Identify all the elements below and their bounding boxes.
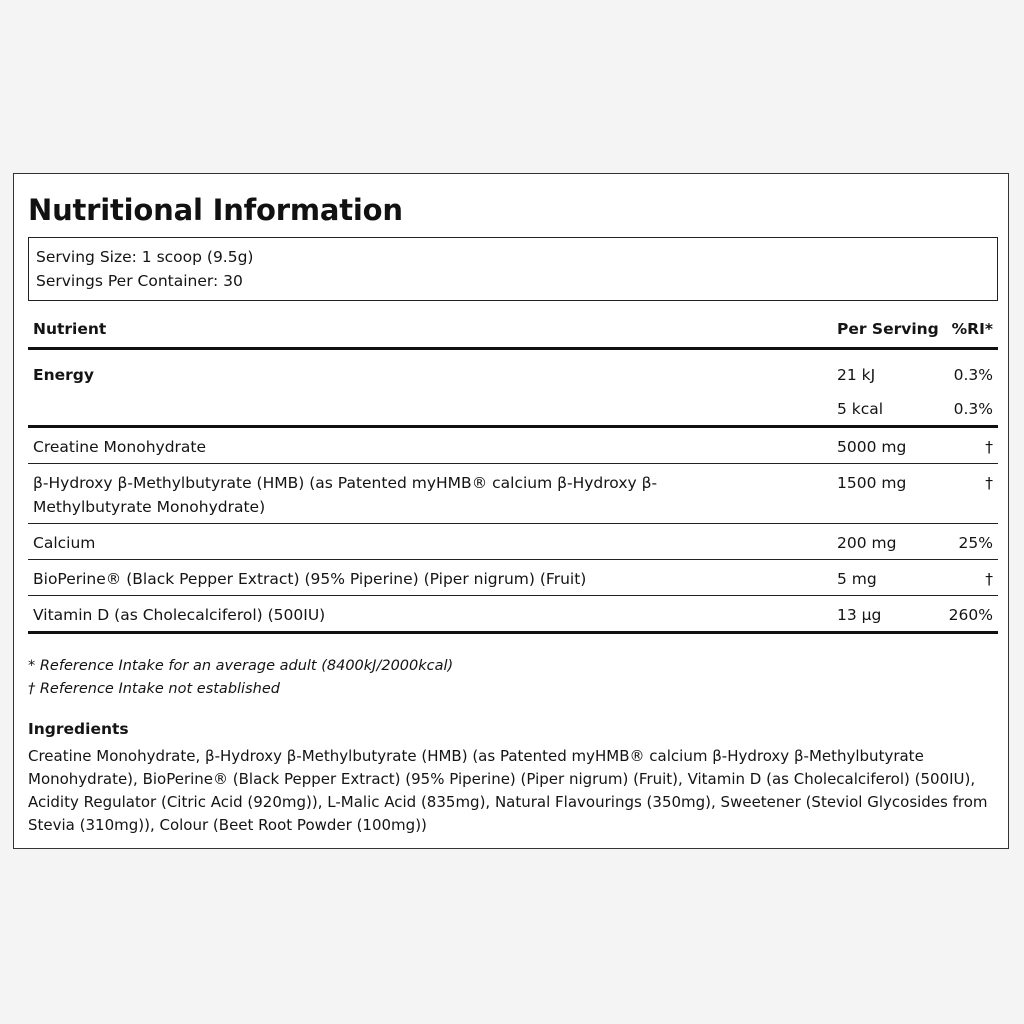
header-per-serving: Per Serving [837, 320, 939, 338]
nutrient-name: Creatine Monohydrate [33, 438, 207, 456]
nutrient-amount: 200 mg [837, 534, 897, 552]
nutrient-ri: 25% [958, 534, 993, 552]
page-title: Nutritional Information [28, 193, 403, 227]
header-ri: %RI* [951, 320, 993, 338]
energy-kj-ri: 0.3% [953, 366, 993, 384]
energy-row [28, 350, 998, 428]
nutrient-ri: † [985, 474, 993, 492]
serving-size: Serving Size: 1 scoop (9.5g) [36, 248, 254, 266]
nutrient-amount: 1500 mg [837, 474, 907, 492]
header-nutrient: Nutrient [33, 320, 107, 338]
nutrition-table [28, 314, 998, 634]
table-header-row [28, 314, 998, 350]
nutrient-amount: 5000 mg [837, 438, 907, 456]
nutrition-panel [13, 173, 1009, 849]
nutrient-name: Calcium [33, 534, 96, 552]
energy-kcal-ri: 0.3% [953, 400, 993, 418]
energy-kcal: 5 kcal [837, 400, 884, 418]
energy-kj: 21 kJ [837, 366, 876, 384]
table-row [28, 428, 998, 464]
table-row [28, 524, 998, 560]
footnote-reference-intake: * Reference Intake for an average adult (8400kJ/2000kcal) [28, 658, 454, 674]
table-row [28, 560, 998, 596]
nutrient-name: Vitamin D (as Cholecalciferol) (500IU) [33, 606, 326, 624]
serving-info-box [28, 237, 998, 301]
nutrient-ri: 260% [948, 606, 993, 624]
table-row [28, 464, 998, 524]
nutrient-name: β-Hydroxy β-Methylbutyrate (HMB) (as Patented myHMB® calcium β-Hydroxy β-Methylbutyrate Monohydrate) [33, 474, 658, 516]
nutrient-ri: † [985, 438, 993, 456]
footnote-not-established: † Reference Intake not established [28, 681, 280, 697]
table-row [28, 596, 998, 634]
nutrient-name: BioPerine® (Black Pepper Extract) (95% Piperine) (Piper nigrum) (Fruit) [33, 570, 587, 588]
energy-label: Energy [33, 366, 94, 384]
servings-per-container: Servings Per Container: 30 [36, 272, 243, 290]
ingredients-text: Creatine Monohydrate, β-Hydroxy β-Methylbutyrate (HMB) (as Patented myHMB® calcium β-Hydroxy β-Methylbutyrate Monohydrate), BioPerine® (Black Pepper Extract) (95% Piperine) (Piper nigrum) (Fruit), Vitamin D (as Cholecalciferol) (500IU), Acidity Regulator (Citric Acid (920mg)), L-Malic Acid (835mg), Natural Flavourings (350mg), Sweetener (Steviol Glycosides from Stevia (310mg)), Colour (Beet Root Powder (100mg)) [28, 747, 988, 834]
ingredients-heading: Ingredients [28, 720, 129, 738]
nutrient-ri: † [985, 570, 993, 588]
footnotes [28, 655, 453, 701]
nutrient-amount: 5 mg [837, 570, 877, 588]
nutrient-amount: 13 µg [837, 606, 882, 624]
